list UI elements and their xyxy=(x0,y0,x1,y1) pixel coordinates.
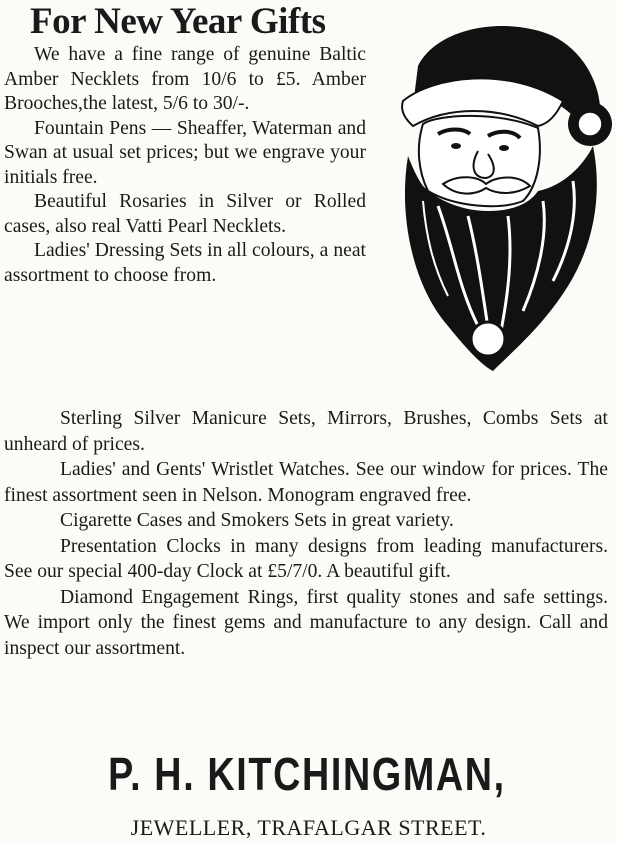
narrow-column xyxy=(4,43,366,288)
headline: For New Year Gifts xyxy=(30,1,326,42)
paragraph-cigarette-cases: Cigarette Cases and Smokers Sets in great variety. xyxy=(60,510,454,531)
paragraph-manicure-sets: Sterling Silver Manicure Sets, Mirrors, Brushes, Combs Sets at unheard of prices. xyxy=(4,408,608,455)
advertiser-address: JEWELLER, TRAFALGAR STREET. xyxy=(130,815,487,840)
paragraph-rosaries: Beautiful Rosaries in Silver or Rolled cases, also real Vatti Pearl Necklets. xyxy=(4,191,366,237)
paragraph-fountain-pens: Fountain Pens — Sheaffer, Waterman and Swan at usual set prices; but we engrave your initials free. xyxy=(4,117,366,188)
paragraph-amber: We have a fine range of genuine Baltic Amber Necklets from 10/6 to £5. Amber Brooches,the latest, 5/6 to 30/-. xyxy=(4,44,366,114)
advertiser-name: P. H. KITCHINGMAN, xyxy=(108,748,506,800)
paragraph-dressing-sets: Ladies' Dressing Sets in all colours, a neat assortment to choose from. xyxy=(4,240,366,286)
paragraph-presentation-clocks: Presentation Clocks in many designs from leading manufacturers. See our special 400-day Clock at £5/7/0. A beautiful gift. xyxy=(4,535,608,582)
santa-claus-icon xyxy=(378,6,616,384)
wide-column xyxy=(4,406,608,661)
paragraph-wristlet-watches: Ladies' and Gents' Wristlet Watches. See our window for prices. The finest assortment seen in Nelson. Monogram engraved free. xyxy=(4,459,608,506)
paragraph-engagement-rings: Diamond Engagement Rings, first quality stones and safe settings. We import only the finest gems and manufacture to any design. Call and inspect our assortment. xyxy=(4,586,608,659)
